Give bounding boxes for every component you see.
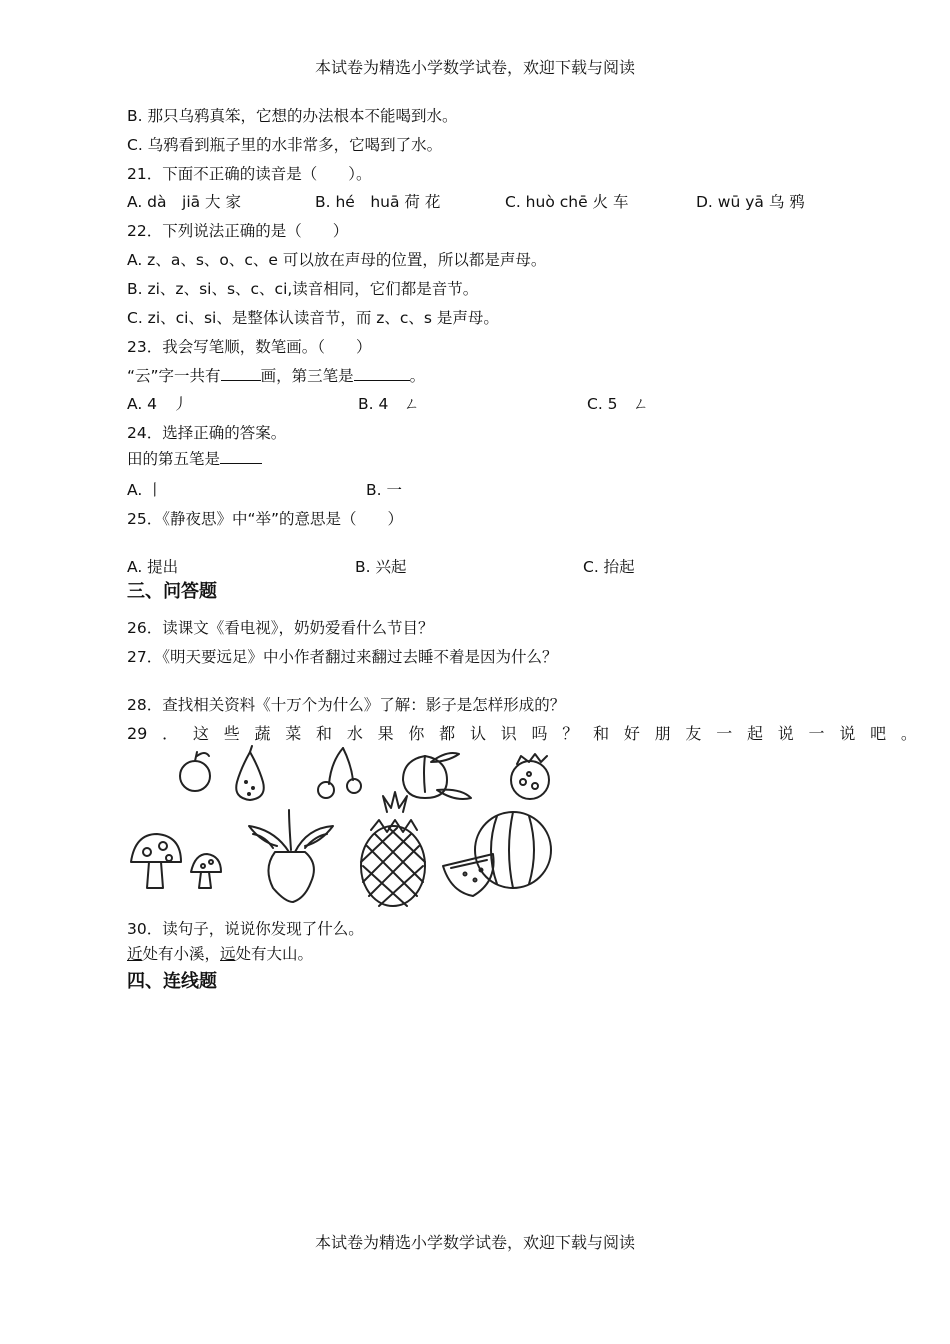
q20-option-b: B. 那只乌鸦真笨，它想的办法根本不能喝到水。 xyxy=(127,107,458,125)
q29-char: 一 xyxy=(808,724,825,743)
q30-clause-2: 处有大山。 xyxy=(235,945,314,963)
q29-char: ． xyxy=(162,724,179,743)
q23-option-c: C. 5 ㄥ xyxy=(587,395,649,413)
pomegranate-drawing xyxy=(511,754,549,799)
q28-question: 28．查找相关资料《十万个为什么》了解：影子是怎样形成的？ xyxy=(127,696,566,714)
q29-char: 这 xyxy=(192,724,209,743)
q22-option-c: C. zi、ci、si、是整体认读音节，而 z、c、s 是声母。 xyxy=(127,309,499,327)
q30-sentence xyxy=(127,944,313,964)
section-3-title: 三、问答题 xyxy=(127,581,217,602)
pineapple-drawing xyxy=(361,792,425,906)
q20-option-c: C. 乌鸦看到瓶子里的水非常多，它喝到了水。 xyxy=(127,136,443,154)
q30-word-near: 近 xyxy=(127,945,143,963)
q23-prompt xyxy=(127,366,425,386)
q27-question: 27．《明天要远足》中小作者翻过来翻过去睡不着是因为什么？ xyxy=(127,648,558,666)
q21-option-c: C. huò chē 火 车 xyxy=(505,193,629,211)
q23-question: 23．我会写笔顺，数笔画。（ ） xyxy=(127,338,372,356)
q29-char: 和 xyxy=(316,724,333,743)
q29-char: 些 xyxy=(223,724,240,743)
q24-blank xyxy=(220,449,262,464)
pear-drawing xyxy=(236,746,264,800)
q29-char: 友 xyxy=(685,724,702,743)
q29-char: 和 xyxy=(593,724,610,743)
q29-char: 识 xyxy=(500,724,517,743)
q23-prompt-part1: “云”字一共有 xyxy=(127,367,221,385)
q23-prompt-part3: 。 xyxy=(409,367,426,385)
q30-clause-1: 处有小溪， xyxy=(142,945,221,963)
q29-char: 吗 xyxy=(531,724,548,743)
q23-blank-third-stroke xyxy=(354,366,410,381)
q21-option-a: A. dà jiā 大 家 xyxy=(127,193,241,211)
q21-option-d: D. wū yā 乌 鸦 xyxy=(696,193,805,211)
q29-char: 朋 xyxy=(654,724,671,743)
q23-option-a: A. 4 丿 xyxy=(127,395,189,413)
q30-word-far: 远 xyxy=(220,945,236,963)
q23-blank-strokes xyxy=(221,366,261,381)
q22-question: 22．下列说法正确的是（ ） xyxy=(127,222,349,240)
watermelon-drawing xyxy=(443,812,551,896)
q24-prompt xyxy=(127,449,262,469)
q23-option-b: B. 4 ㄥ xyxy=(358,395,420,413)
q25-option-b: B. 兴起 xyxy=(355,558,407,576)
section-4-title: 四、连线题 xyxy=(127,971,217,992)
q21-question: 21．下面不正确的读音是（ ）。 xyxy=(127,165,372,183)
q29-char: 水 xyxy=(346,724,363,743)
q29-char: 菜 xyxy=(285,724,302,743)
q24-option-b: B. 一 xyxy=(366,481,402,499)
q29-char: 说 xyxy=(777,724,794,743)
q25-option-c: C. 抬起 xyxy=(583,558,635,576)
fruits-vegetables-illustration xyxy=(125,742,557,907)
q22-option-a: A. z、a、s、o、c、e 可以放在声母的位置，所以都是声母。 xyxy=(127,251,547,269)
q29-char: 都 xyxy=(439,724,456,743)
q25-question: 25．《静夜思》中“举”的意思是（ ） xyxy=(127,510,404,528)
q29-char: 。 xyxy=(900,724,917,743)
peach-drawing xyxy=(403,753,471,799)
q29-question xyxy=(127,724,917,744)
q22-option-b: B. zi、z、si、s、c、ci,读音相同，它们都是音节。 xyxy=(127,280,479,298)
q21-option-b: B. hé huā 荷 花 xyxy=(315,193,441,211)
q29-char: 一 xyxy=(716,724,733,743)
q24-question: 24．选择正确的答案。 xyxy=(127,424,287,442)
page-header: 本试卷为精选小学数学试卷，欢迎下载与阅读 xyxy=(314,58,635,77)
q25-option-a: A. 提出 xyxy=(127,558,179,576)
q29-char: ？ xyxy=(562,724,579,743)
q29-char: 说 xyxy=(839,724,856,743)
q29-char: 吧 xyxy=(870,724,887,743)
radish-drawing xyxy=(249,810,333,902)
q24-prompt-text: 田的第五笔是 xyxy=(127,450,221,468)
mushroom-drawing xyxy=(131,834,221,888)
cherries-drawing xyxy=(318,748,361,798)
q29-char: 起 xyxy=(746,724,763,743)
q29-char: 果 xyxy=(377,724,394,743)
q29-char: 认 xyxy=(469,724,486,743)
q26-question: 26．读课文《看电视》，奶奶爱看什么节目？ xyxy=(127,619,434,637)
q29-char: 29 xyxy=(127,724,148,743)
page-footer: 本试卷为精选小学数学试卷，欢迎下载与阅读 xyxy=(314,1233,635,1252)
apple-drawing xyxy=(180,752,210,791)
q23-prompt-part2: 画，第三笔是 xyxy=(260,367,354,385)
q29-char: 好 xyxy=(623,724,640,743)
q24-option-a: A. 丨 xyxy=(127,481,163,499)
q29-char: 蔬 xyxy=(254,724,271,743)
q30-question: 30．读句子，说说你发现了什么。 xyxy=(127,920,364,938)
q29-char: 你 xyxy=(408,724,425,743)
